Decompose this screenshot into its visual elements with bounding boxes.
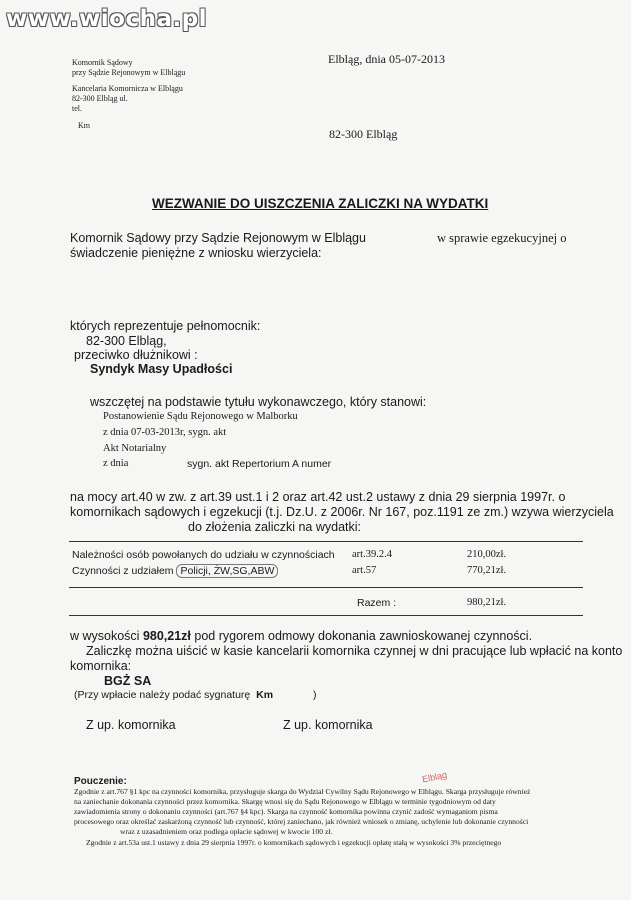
office-address: Kancelaria Komornicza w Elblągu 82-300 Elbląg ul. tel. — [72, 84, 183, 113]
debtor-name: Syndyk Masy Upadłości — [90, 362, 233, 376]
recipient-city: 82-300 Elbląg — [329, 127, 398, 141]
case-ref: Km — [78, 121, 90, 130]
table-row1-article: art.39.2.4 — [352, 549, 392, 560]
notice-line1: Zgodnie z art.767 §1 kpc na czynności komornika, przysługuje skarga do Wydział Cywilny Sądu Rejonowego w Elblągu. Skarga przysługuje również — [74, 787, 531, 796]
table-row2-amount: 770,21zł. — [467, 565, 507, 576]
table-row1-label: Należności osób powołanych do udziału w czynnościach — [72, 549, 335, 561]
notice-heading: Pouczenie: — [74, 776, 127, 787]
notice-line5: wraz z uzasadnieniem oraz podlega opłacie sądowej w kwocie 100 zł. — [120, 827, 333, 836]
notice-line6: Zgodnie z art.53a ust.1 ustawy z dnia 29 sierpnia 1997r. o komornikach sądowych i egzekucji opłatę stałą w wysokości 3% przeciętnego — [86, 838, 502, 847]
intro-line1: Komornik Sądowy przy Sądzie Rejonowym w Elblągu — [70, 231, 366, 245]
table-row2-label-prefix: Czynności z udziałem — [72, 565, 174, 577]
legal-line1: na mocy art.40 w zw. z art.39 ust.1 i 2 oraz art.42 ust.2 ustawy z dnia 29 sierpnia 1997r. o — [70, 490, 566, 504]
exec-title-item1: Postanowienie Sądu Rejonowego w Malborku — [103, 411, 298, 422]
table-row1-amount: 210,00zł. — [467, 549, 507, 560]
notice-line3: zawiadomienia strony o dokonaniu czynności (art.767 §4 kpc). Skarga na czynność komornika powinna czynić zadość wymaganiom pisma — [74, 807, 498, 816]
place-date: Elbląg, dnia 05-07-2013 — [328, 52, 445, 66]
exec-title-item2: z dnia 07-03-2013r, sygn. akt — [103, 427, 227, 438]
table-row2-article: art.57 — [352, 565, 377, 576]
payment-line1: w wysokości 980,21zł pod rygorem odmowy dokonania zawnioskowanej czynności. — [70, 629, 533, 643]
table-mid-rule — [69, 587, 583, 588]
table-row2-circled-text: Policji, ŻW,SG,ABW — [176, 564, 278, 578]
payment-line3: komornika: — [70, 659, 132, 673]
against-line: przeciwko dłużnikowi : — [74, 348, 198, 362]
payment-note: (Przy wpłacie należy podać sygnaturę Km ) — [74, 689, 317, 701]
stamp-mark: Elbląg — [421, 769, 448, 785]
payment-amount: 980,21zł — [142, 629, 191, 643]
court-name: Komornik Sądowy przy Sądzie Rejonowym w Elblągu — [72, 58, 186, 77]
exec-title-line: wszczętej na podstawie tytułu wykonawczego, który stanowi: — [90, 395, 427, 409]
table-total-amount: 980,21zł. — [467, 597, 507, 608]
signature-left: Z up. komornika — [86, 718, 176, 732]
notice-line2: na zaniechanie dokonania czynności przez komornika. Skargę wnosi się do Sądu Rejonowego w Elblągu w terminie tygodniowym od daty — [74, 797, 496, 806]
exec-title-item4-ref: sygn. akt Repertorium A numer — [187, 458, 332, 470]
table-top-rule — [69, 541, 583, 542]
exec-title-item4-date: z dnia — [103, 458, 129, 469]
bank-name: BGŻ SA — [104, 674, 152, 688]
creditor-city: 82-300 Elbląg, — [86, 334, 167, 348]
represented-line: których reprezentuje pełnomocnik: — [70, 319, 261, 333]
table-row2-label — [72, 565, 278, 577]
legal-line3: do złożenia zaliczki na wydatki: — [188, 520, 361, 534]
table-bottom-rule — [69, 615, 583, 616]
intro-case-type: w sprawie egzekucyjnej o — [437, 231, 567, 245]
document-title: WEZWANIE DO UISZCZENIA ZALICZKI NA WYDATKI — [152, 196, 489, 211]
table-total-label: Razem : — [357, 597, 397, 609]
watermark-text: www.wiocha.pl — [6, 6, 208, 32]
signature-right: Z up. komornika — [283, 718, 373, 732]
exec-title-item3: Akt Notarialny — [103, 443, 167, 454]
payment-line2: Zaliczkę można uiścić w kasie kancelarii komornika czynnej w dni pracujące lub wpłacić na konto — [86, 644, 623, 658]
legal-line2: komornikach sądowych i egzekucji (t.j. Dz.U. z 2006r. Nr 167, poz.1191 ze zm.) wzywa wierzyciela — [70, 505, 614, 519]
notice-line4: procesowego oraz określać zaskarżoną czynność lub czynność, której zaniechano, jak również wniosek o zmianę, uchylenie lub dokonanie czynności — [74, 817, 529, 826]
intro-line2: świadczenie pieniężne z wniosku wierzyciela: — [70, 246, 322, 260]
